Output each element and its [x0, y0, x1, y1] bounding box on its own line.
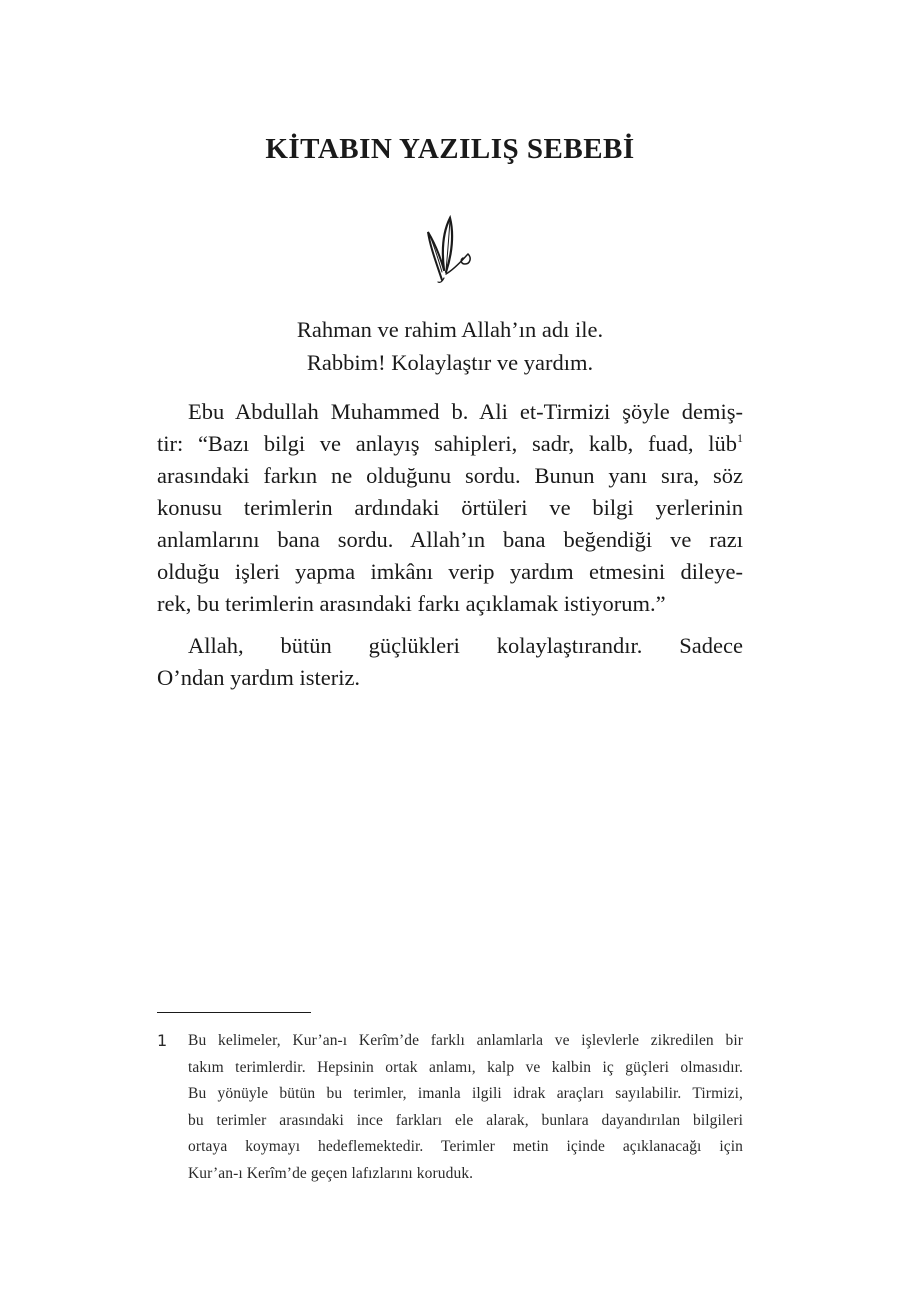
text-line: Ebu Abdullah Muhammed b. Ali et-Tirmizi şöyle demiş- [188, 399, 743, 424]
text-line: anlamlarını bana sordu. Allah’ın bana beğendiği ve razı [157, 527, 743, 552]
text-line: arasındaki farkın ne olduğunu sordu. Bunun yanı sıra, söz [157, 463, 743, 488]
text-line [157, 428, 743, 460]
floral-ornament-icon [420, 212, 480, 284]
text-line: O’ndan yardım isteriz. [157, 665, 361, 690]
paragraph [157, 396, 743, 620]
footnote-line: Bu kelimeler, Kur’an-ı Kerîm’de farklı anlamlarla ve işlevlerle zikredilen bir [188, 1032, 743, 1049]
basmala [157, 313, 743, 379]
text-line: olduğu işleri yapma imkânı verip yardım etmesini dileye- [157, 559, 743, 584]
footnote-divider [157, 1012, 311, 1013]
paragraph [157, 630, 743, 694]
footnote-line: ortaya koymayı hedeflemektedir. Terimler metin içinde açıklanacağı için [188, 1138, 743, 1155]
main-text [157, 396, 743, 704]
footnote-line: Bu yönüyle bütün bu terimler, imanla ilgili idrak araçları sayılabilir. Tirmizi, [188, 1085, 743, 1102]
text-line: konusu terimlerin ardındaki örtüleri ve bilgi yerlerinin [157, 495, 743, 520]
footnote-line: bu terimler arasındaki ince farkları ele alarak, bunlara dayandırılan bilgileri [188, 1111, 743, 1129]
footnote [157, 1028, 743, 1187]
basmala-line: Rahman ve rahim Allah’ın adı ile. [296, 317, 604, 342]
basmala-line: Rabbim! Kolaylaştır ve yardım. [306, 350, 594, 375]
footnote-text [188, 1028, 743, 1187]
chapter-title: KİTABIN YAZILIŞ SEBEBİ [265, 133, 635, 165]
text-line: rek, bu terimlerin arasındaki farkı açıklamak istiyorum.” [157, 591, 666, 616]
footnote-reference: 1 [737, 431, 743, 445]
text-line-content: tir: “Bazı bilgi ve anlayış sahipleri, sadr, kalb, fuad, lüb [157, 431, 737, 456]
footnote-number: 1 [157, 1031, 168, 1050]
text-line: Allah, bütün güçlükleri kolaylaştırandır. Sadece [188, 633, 743, 658]
footnote-line: takım terimlerdir. Hepsinin ortak anlamı, kalp ve kalbin iç güçleri olmasıdır. [188, 1058, 743, 1076]
footnote-line: Kur’an-ı Kerîm’de geçen lafızlarını koruduk. [188, 1164, 474, 1182]
